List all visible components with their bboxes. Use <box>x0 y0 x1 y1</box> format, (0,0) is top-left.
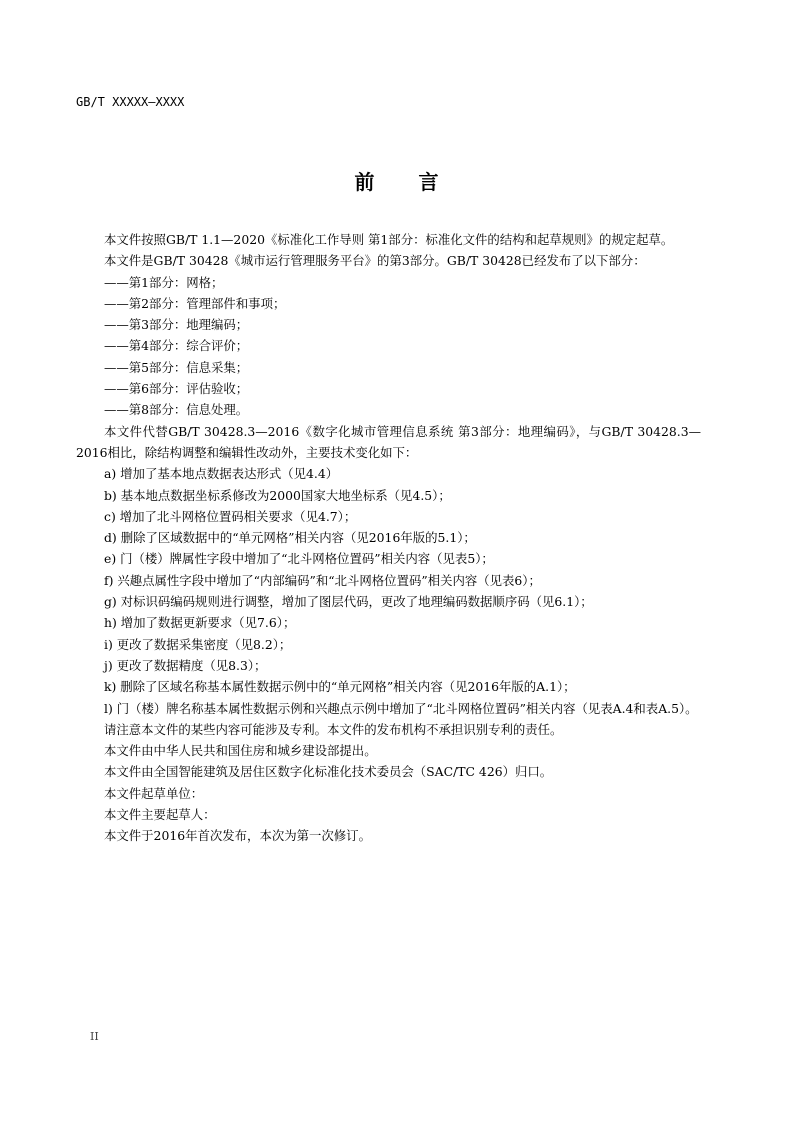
paragraph-proposer: 本文件由中华人民共和国住房和城乡建设部提出。 <box>104 743 377 759</box>
list-item: c) 增加了北斗网格位置码相关要求（见4.7）； <box>104 508 357 524</box>
list-item: e) 门（楼）牌属性字段中增加了“北斗网格位置码”相关内容（见表5）； <box>104 551 494 567</box>
title-char-2: 言 <box>418 170 439 194</box>
list-item: f) 兴趣点属性字段中增加了“内部编码”和“北斗网格位置码”相关内容（见表6）； <box>104 572 541 588</box>
list-item: j) 更改了数据精度（见8.3）； <box>104 657 267 673</box>
title-char-1: 前 <box>354 170 375 194</box>
foreword-body <box>76 229 701 847</box>
list-item: ——第8部分：信息处理。 <box>104 402 249 418</box>
paragraph-committee: 本文件由全国智能建筑及居住区数字化标准化技术委员会（SAC/TC 426）归口。 <box>104 764 553 780</box>
changes-list <box>76 463 701 719</box>
list-item: i) 更改了数据采集密度（见8.2）； <box>104 636 292 652</box>
list-item: ——第6部分：评估验收； <box>104 381 249 397</box>
paragraph-drafters: 本文件主要起草人： <box>104 807 216 823</box>
parts-list <box>76 272 701 421</box>
page-number: II <box>90 1030 99 1043</box>
paragraph-patent-notice: 请注意本文件的某些内容可能涉及专利。本文件的发布机构不承担识别专利的责任。 <box>104 721 563 737</box>
page-title <box>0 166 793 195</box>
paragraph-series-intro: 本文件是GB/T 30428《城市运行管理服务平台》的第3部分。GB/T 30428已经发布了以下部分： <box>104 253 646 269</box>
paragraph-drafting-rules: 本文件按照GB/T 1.1—2020《标准化工作导则 第1部分：标准化文件的结构和起草规则》的规定起草。 <box>104 232 674 247</box>
list-item: ——第5部分：信息采集； <box>104 359 249 375</box>
list-item: b) 基本地点数据坐标系修改为2000国家大地坐标系（见4.5）； <box>104 487 451 503</box>
paragraph-history: 本文件于2016年首次发布，本次为第一次修订。 <box>104 828 371 844</box>
list-item: k) 删除了区域名称基本属性数据示例中的“单元网格”相关内容（见2016年版的A.1）； <box>104 679 576 695</box>
paragraph-replacement: 本文件代替GB/T 30428.3—2016《数字化城市管理信息系统 第3部分：地理编码》，与GB/T 30428.3—2016相比，除结构调整和编辑性改动外，主要技术变化如下： <box>76 423 701 460</box>
list-item: h) 增加了数据更新要求（见7.6）； <box>104 615 296 631</box>
list-item: g) 对标识码编码规则进行调整，增加了图层代码，更改了地理编码数据顺序码（见6.1）； <box>104 594 593 610</box>
list-item: ——第2部分：管理部件和事项； <box>104 295 286 311</box>
document-code: GB/T XXXXX—XXXX <box>76 95 185 109</box>
list-item: d) 删除了区域数据中的“单元网格”相关内容（见2016年版的5.1）； <box>104 530 476 546</box>
list-item: a) 增加了基本地点数据表达形式（见4.4） <box>104 466 339 482</box>
list-item: l) 门（楼）牌名称基本属性数据示例和兴趣点示例中增加了“北斗网格位置码”相关内容（见表A.4和表A.5）。 <box>104 700 698 716</box>
list-item: ——第3部分：地理编码； <box>104 317 249 333</box>
paragraph-drafting-units: 本文件起草单位： <box>104 785 204 801</box>
list-item: ——第1部分：网格； <box>104 274 224 290</box>
list-item: ——第4部分：综合评价； <box>104 338 249 354</box>
